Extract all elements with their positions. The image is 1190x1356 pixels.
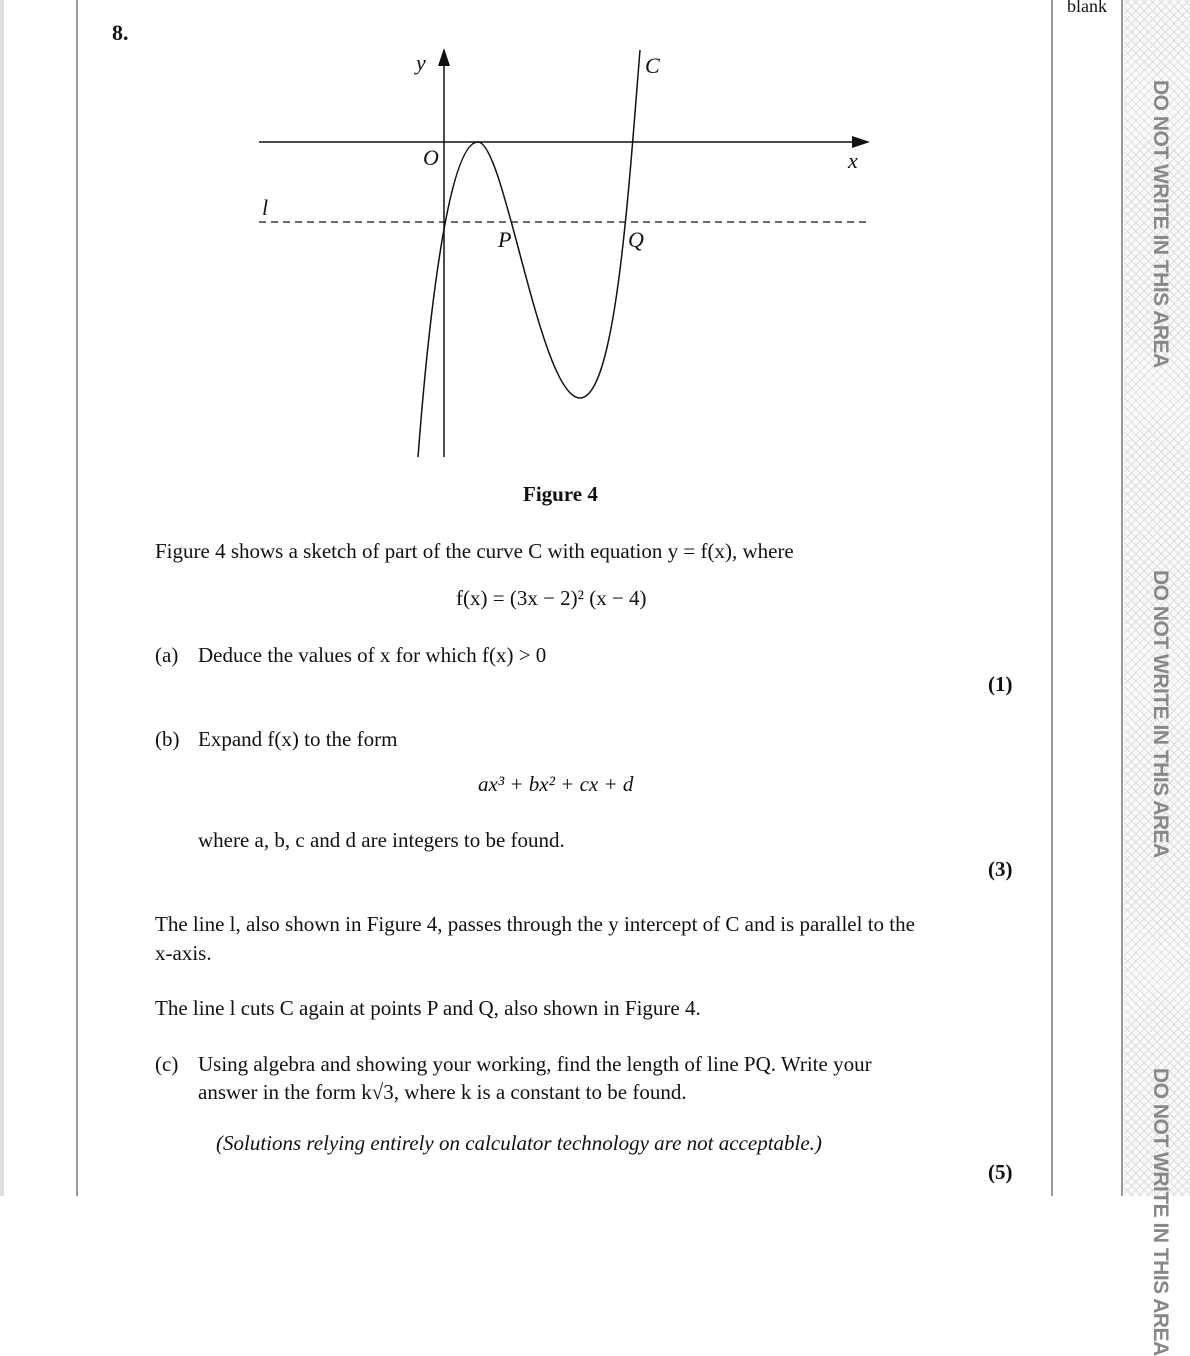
point-q-label: Q (628, 227, 644, 252)
part-c-marks: (5) (988, 1160, 1013, 1184)
x-axis-arrow-icon (852, 136, 870, 148)
line-l-paragraph-1: The line l, also shown in Figure 4, passes through the y intercept of C and is parallel to the (155, 912, 915, 936)
cuts-paragraph: The line l cuts C again at points P and Q, also shown in Figure 4. (155, 996, 701, 1020)
hatch-border-rule (1121, 0, 1123, 1196)
part-b-form: ax³ + bx² + cx + d (478, 772, 634, 796)
line-label: l (262, 195, 269, 220)
do-not-write-text: DO NOT WRITE IN THIS AREA (1149, 80, 1172, 368)
x-axis-label: x (848, 148, 858, 173)
y-axis-label: y (416, 50, 426, 75)
figure-4-graph (0, 0, 1050, 470)
origin-label: O (423, 145, 439, 170)
blank-label: blank (1067, 0, 1107, 16)
part-c-line2: answer in the form k√3, where k is a constant to be found. (198, 1080, 687, 1104)
line-l-paragraph-2: x-axis. (155, 941, 212, 965)
right-margin-rule (1051, 0, 1053, 1196)
do-not-write-text: DO NOT WRITE IN THIS AREA (1149, 1068, 1172, 1356)
y-axis-arrow-icon (438, 48, 450, 66)
part-b-text: Expand f(x) to the form (198, 727, 398, 751)
part-b-marks: (3) (988, 857, 1013, 881)
curve-label: C (645, 53, 660, 78)
function-equation: f(x) = (3x − 2)² (x − 4) (456, 586, 647, 610)
part-c-line1: Using algebra and showing your working, find the length of line PQ. Write your (198, 1052, 872, 1076)
part-a-label: (a) (155, 643, 179, 667)
part-a-text: Deduce the values of x for which f(x) > 0 (198, 643, 547, 667)
part-a-marks: (1) (988, 672, 1013, 696)
figure-caption: Figure 4 (523, 482, 598, 506)
do-not-write-text: DO NOT WRITE IN THIS AREA (1149, 570, 1172, 858)
part-c-label: (c) (155, 1052, 179, 1076)
point-p-label: P (498, 227, 512, 252)
part-b-follow: where a, b, c and d are integers to be found. (198, 828, 565, 852)
curve-c (418, 50, 640, 457)
part-b-label: (b) (155, 727, 180, 751)
calculator-note: (Solutions relying entirely on calculator technology are not acceptable.) (216, 1131, 822, 1155)
question-number: 8. (112, 20, 129, 45)
intro-text: Figure 4 shows a sketch of part of the curve C with equation y = f(x), where (155, 539, 794, 563)
